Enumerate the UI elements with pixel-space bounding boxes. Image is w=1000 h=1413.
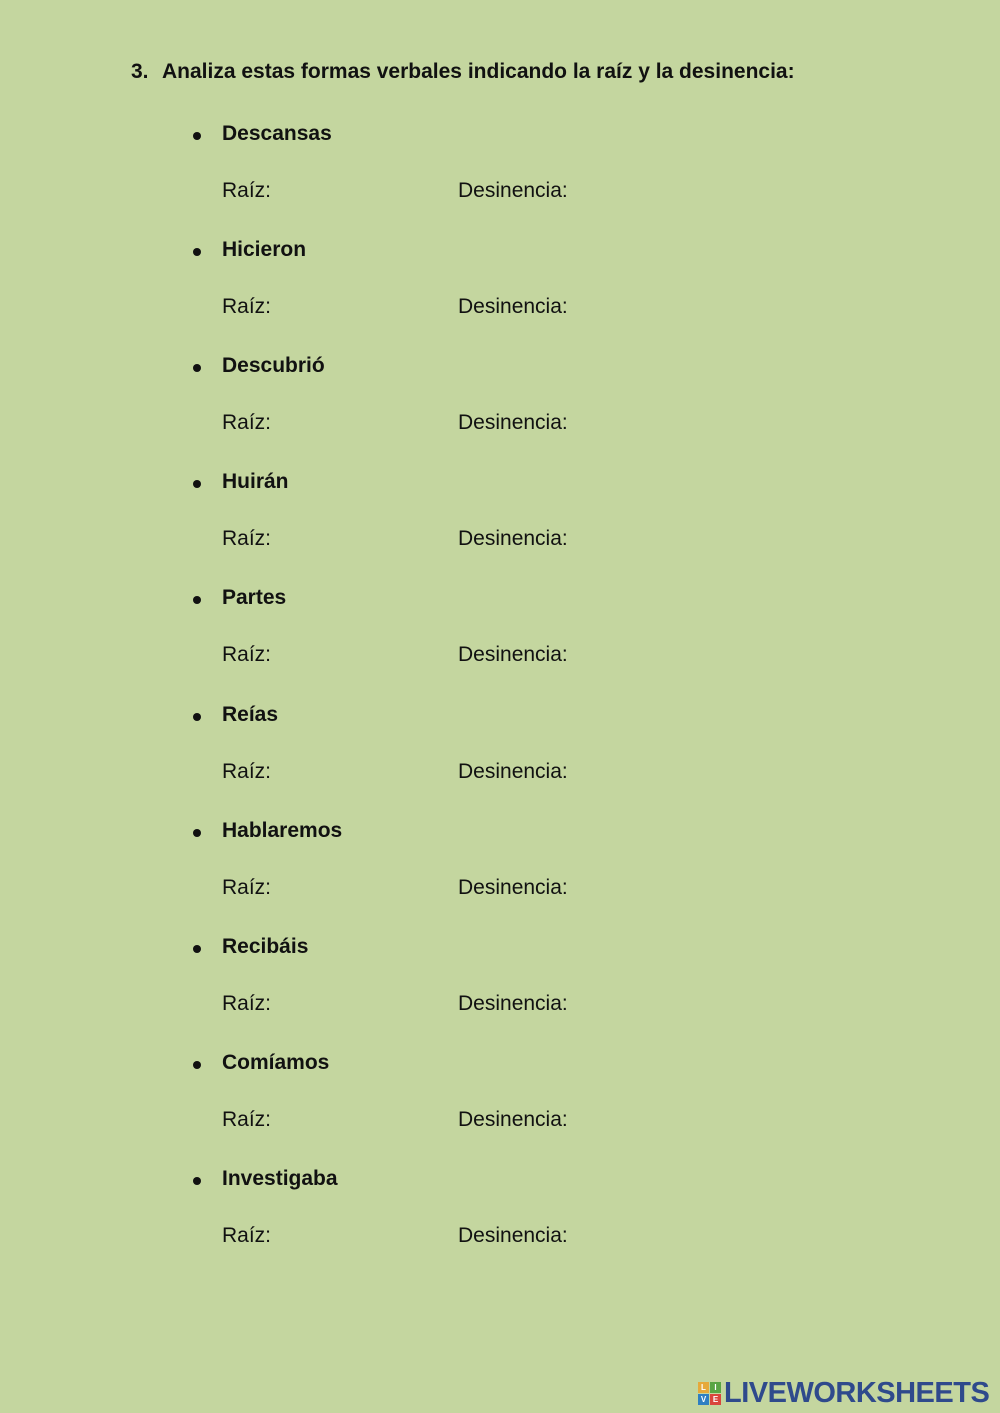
desinencia-label: Desinencia:	[458, 179, 568, 202]
bullet-icon	[193, 364, 201, 372]
brand-name: LIVEWORKSHEETS	[724, 1377, 990, 1409]
list-item	[0, 586, 1000, 702]
list-item	[0, 470, 1000, 586]
list-item	[0, 819, 1000, 935]
raiz-label: Raíz:	[222, 760, 272, 783]
verb-form: Recibáis	[222, 935, 309, 958]
liveworksheets-logo	[698, 1378, 989, 1408]
verb-form: Descubrió	[222, 354, 325, 377]
verb-form: Investigaba	[222, 1167, 338, 1190]
bullet-icon	[193, 829, 201, 837]
raiz-label: Raíz:	[222, 527, 272, 550]
verb-form: Hicieron	[222, 238, 307, 261]
verb-form: Huirán	[222, 470, 289, 493]
logo-letter: L	[698, 1382, 709, 1393]
question-text: Analiza estas formas verbales indicando la raíz y la desinencia:	[162, 60, 795, 83]
list-item	[0, 703, 1000, 819]
raiz-label: Raíz:	[222, 1108, 272, 1131]
question-number: 3.	[131, 60, 149, 83]
desinencia-label: Desinencia:	[458, 1108, 568, 1131]
list-item	[0, 354, 1000, 470]
desinencia-label: Desinencia:	[458, 760, 568, 783]
raiz-label: Raíz:	[222, 1224, 272, 1247]
logo-letter: I	[710, 1382, 721, 1393]
desinencia-label: Desinencia:	[458, 411, 568, 434]
verb-form: Reías	[222, 703, 279, 726]
desinencia-label: Desinencia:	[458, 643, 568, 666]
bullet-icon	[193, 480, 201, 488]
desinencia-label: Desinencia:	[458, 992, 568, 1015]
bullet-icon	[193, 596, 201, 604]
raiz-label: Raíz:	[222, 992, 272, 1015]
desinencia-label: Desinencia:	[458, 527, 568, 550]
list-item	[0, 1051, 1000, 1167]
list-item	[0, 238, 1000, 354]
verb-form: Partes	[222, 586, 287, 609]
verb-form: Comíamos	[222, 1051, 330, 1074]
bullet-icon	[193, 1061, 201, 1069]
bullet-icon	[193, 132, 201, 140]
verb-form: Hablaremos	[222, 819, 343, 842]
bullet-icon	[193, 1177, 201, 1185]
desinencia-label: Desinencia:	[458, 1224, 568, 1247]
raiz-label: Raíz:	[222, 876, 272, 899]
raiz-label: Raíz:	[222, 179, 272, 202]
raiz-label: Raíz:	[222, 295, 272, 318]
logo-letter: V	[698, 1394, 709, 1405]
verb-form: Descansas	[222, 122, 332, 145]
desinencia-label: Desinencia:	[458, 876, 568, 899]
raiz-label: Raíz:	[222, 643, 272, 666]
list-item	[0, 935, 1000, 1051]
list-item	[0, 122, 1000, 238]
bullet-icon	[193, 248, 201, 256]
list-item	[0, 1167, 1000, 1283]
bullet-icon	[193, 713, 201, 721]
desinencia-label: Desinencia:	[458, 295, 568, 318]
live-logo-icon	[698, 1382, 721, 1405]
raiz-label: Raíz:	[222, 411, 272, 434]
bullet-icon	[193, 945, 201, 953]
logo-letter: E	[710, 1394, 721, 1405]
